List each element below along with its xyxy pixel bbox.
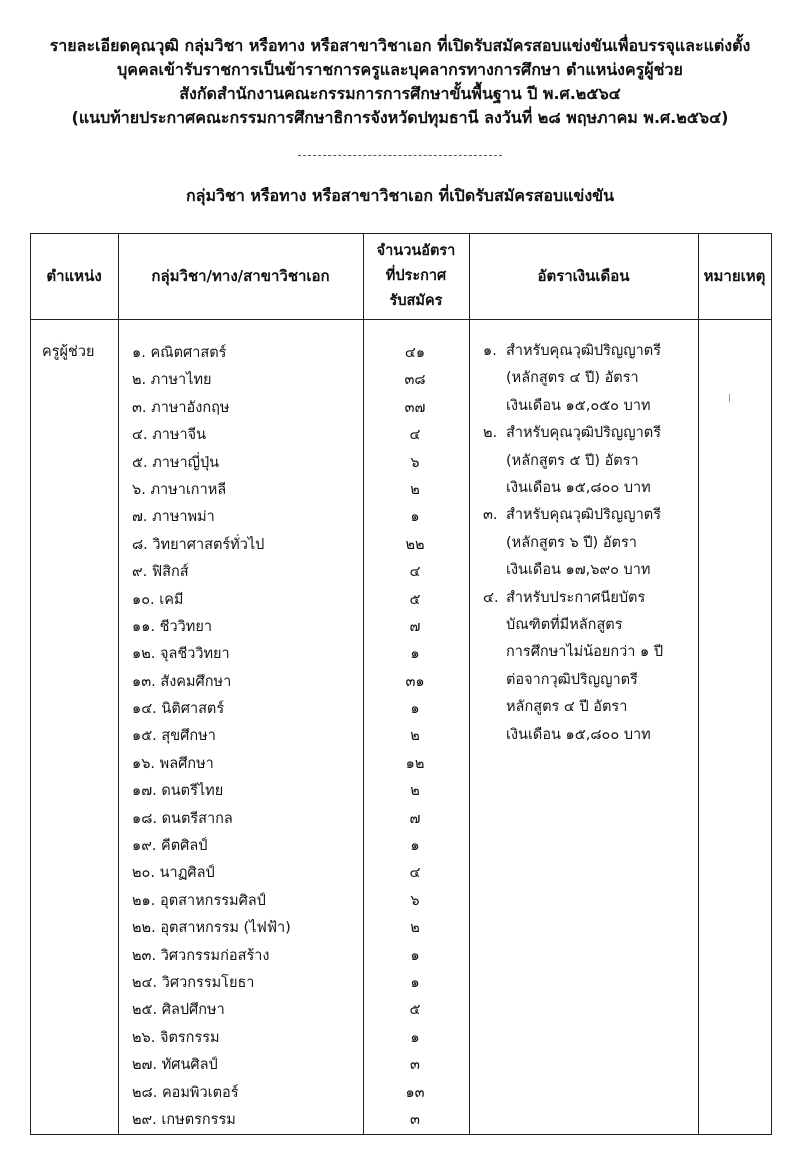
subject-count: ๒ xyxy=(410,783,420,800)
subject-row xyxy=(0,475,800,502)
subject-name xyxy=(132,944,269,967)
subject-number: ๒๕. xyxy=(132,1002,158,1019)
subject-row xyxy=(0,502,800,529)
header-count-line-1: จำนวนอัตรา xyxy=(376,242,456,259)
subject-count: ๓๘ xyxy=(404,372,426,389)
subject-name xyxy=(132,560,189,583)
subject-number: ๑๓. xyxy=(132,673,156,690)
salary-item xyxy=(483,338,663,420)
subject-count: ๒๒ xyxy=(405,536,425,553)
subject-label: เคมี xyxy=(159,591,184,608)
salary-line: หลักสูตร ๔ ปี อัตรา xyxy=(506,699,628,716)
subject-row xyxy=(0,667,800,694)
salary-number: ๒. xyxy=(483,425,498,442)
subject-name xyxy=(132,1081,239,1104)
subject-number: ๒. xyxy=(132,372,147,389)
subject-name xyxy=(132,423,206,446)
subject-name xyxy=(132,1026,220,1049)
salary-line: (หลักสูตร ๖ ปี) อัตรา xyxy=(506,534,637,551)
subject-count: ๗ xyxy=(409,618,421,635)
salary-line: เงินเดือน ๑๕,๘๐๐ บาท xyxy=(506,726,651,743)
salary-line: สำหรับประกาศนียบัตร xyxy=(506,589,646,606)
header-line-2: บุคคลเข้ารับราชการเป็นข้าราชการครูและบุคลากรทางการศึกษา ตำแหน่งครูผู้ช่วย xyxy=(117,60,683,79)
subject-number: ๗. xyxy=(132,509,148,526)
salary-number: ๑. xyxy=(483,343,497,359)
subject-label: จุลชีววิทยา xyxy=(159,646,230,663)
subject-count: ๑ xyxy=(410,509,420,526)
subject-count: ๖ xyxy=(410,892,420,909)
subject-label: ศิลปศึกษา xyxy=(161,1002,225,1019)
subject-row xyxy=(0,393,800,420)
subject-number: ๒๘. xyxy=(132,1084,158,1101)
table-header-separator xyxy=(30,319,772,320)
subject-row xyxy=(0,448,800,475)
salary-item xyxy=(483,585,663,749)
subject-number: ๑๕. xyxy=(132,728,157,745)
subject-count: ๑ xyxy=(410,1029,420,1046)
remark-mark xyxy=(729,394,730,402)
subject-row xyxy=(0,804,800,831)
subject-number: ๒๓. xyxy=(132,947,157,964)
subject-number: ๒๙. xyxy=(132,1111,157,1128)
subject-row xyxy=(0,639,800,666)
subject-number: ๒๑. xyxy=(132,892,156,909)
subject-name xyxy=(132,478,226,501)
subject-count: ๑ xyxy=(410,838,420,855)
subject-row xyxy=(0,612,800,639)
subject-count: ๑๒ xyxy=(405,755,425,772)
subject-row xyxy=(0,913,800,940)
header-salary: อัตราเงินเดือน xyxy=(537,267,630,285)
subject-label: ภาษาอังกฤษ xyxy=(151,399,230,416)
subject-count: ๕ xyxy=(409,591,421,608)
subject-number: ๕. xyxy=(132,454,148,471)
subject-label: พลศึกษา xyxy=(159,755,214,772)
subject-name xyxy=(132,916,291,939)
subject-count: ๓ xyxy=(410,1111,420,1128)
subject-label: ดนตรีสากล xyxy=(161,810,233,827)
subject-count: ๒ xyxy=(410,481,420,498)
subject-label: เกษตรกรรม xyxy=(161,1111,236,1128)
subject-row xyxy=(0,557,800,584)
subject-count: ๑ xyxy=(410,646,420,663)
subject-label: ดนตรีไทย xyxy=(161,783,224,800)
subject-number: ๒๒. xyxy=(132,920,156,937)
dashed-divider xyxy=(298,155,502,156)
subject-row xyxy=(0,749,800,776)
subject-name xyxy=(132,588,184,611)
subject-label: คีตศิลป์ xyxy=(161,838,208,855)
subject-label: สุขศึกษา xyxy=(161,728,216,745)
subject-count: ๓๗ xyxy=(404,399,426,416)
subject-number: ๑๗. xyxy=(132,783,157,800)
subject-row xyxy=(0,1078,800,1105)
subject-name xyxy=(132,533,264,556)
subject-number: ๑๐. xyxy=(132,591,155,608)
subject-label: คอมพิวเตอร์ xyxy=(161,1084,239,1101)
subject-number: ๑๑. xyxy=(132,618,156,635)
subject-number: ๒๔. xyxy=(132,974,158,991)
salary-number: ๓. xyxy=(483,507,498,524)
subject-row xyxy=(0,694,800,721)
subject-label: ฟิสิกส์ xyxy=(151,564,189,581)
subject-label: วิทยาศาสตร์ทั่วไป xyxy=(152,536,265,553)
subject-number: ๑๙. xyxy=(132,838,157,855)
salary-line: สำหรับคุณวุฒิปริญญาตรี xyxy=(506,343,661,359)
subject-number: ๑๔. xyxy=(132,701,157,718)
subject-count: ๗ xyxy=(409,810,421,827)
salary-line: เงินเดือน ๑๕,๐๕๐ บาท xyxy=(506,397,651,414)
header-position: ตำแหน่ง xyxy=(46,267,102,285)
subject-row xyxy=(0,530,800,557)
subject-number: ๒๖. xyxy=(132,1029,156,1046)
subject-count: ๔ xyxy=(409,865,421,882)
subject-name xyxy=(132,998,225,1021)
header-line-1: รายละเอียดคุณวุฒิ กลุ่มวิชา หรือทาง หรือสาขาวิชาเอก ที่เปิดรับสมัครสอบแข่งขันเพื่อบรรจุและแต่งตั้ง xyxy=(49,36,751,55)
subject-label: สังคมศึกษา xyxy=(160,673,232,690)
subject-name xyxy=(132,697,224,720)
subject-count: ๑ xyxy=(410,974,420,991)
subject-row xyxy=(0,585,800,612)
salary-line: (หลักสูตร ๕ ปี) อัตรา xyxy=(506,452,639,469)
subject-row xyxy=(0,420,800,447)
subject-label: วิศวกรรมโยธา xyxy=(161,974,255,991)
salary-item xyxy=(483,420,663,502)
subject-name xyxy=(132,752,214,775)
document-header xyxy=(0,34,800,130)
subject-row xyxy=(0,776,800,803)
subject-row xyxy=(0,365,800,392)
subject-row xyxy=(0,886,800,913)
subject-number: ๒๐. xyxy=(132,865,156,882)
subject-name xyxy=(132,724,216,747)
subject-number: ๑๘. xyxy=(132,810,157,827)
salary-line: การศึกษาไม่น้อยกว่า ๑ ปี xyxy=(506,644,664,661)
subject-label: อุตสาหกรรม (ไฟฟ้า) xyxy=(160,920,291,937)
subject-name xyxy=(132,861,215,884)
subject-label: ภาษาไทย xyxy=(150,372,212,389)
subject-number: ๔. xyxy=(132,427,148,444)
subject-number: ๖. xyxy=(132,481,146,498)
subject-count: ๒ xyxy=(410,728,420,745)
subject-count: ๑ xyxy=(410,947,420,964)
salary-list xyxy=(483,338,663,749)
subject-name xyxy=(132,971,254,994)
subject-name xyxy=(132,834,207,857)
salary-line: เงินเดือน ๑๗,๖๙๐ บาท xyxy=(506,562,651,579)
subject-number: ๙. xyxy=(132,564,148,581)
subject-number: ๑. xyxy=(132,345,146,361)
subject-number: ๒๗. xyxy=(132,1057,158,1074)
header-count xyxy=(363,233,469,319)
subject-label: อุตสาหกรรมศิลป์ xyxy=(159,892,266,909)
header-subject: กลุ่มวิชา/ทาง/สาขาวิชาเอก xyxy=(151,267,330,285)
subject-count: ๖ xyxy=(410,454,420,471)
subject-row xyxy=(0,995,800,1022)
header-count-line-3: รับสมัคร xyxy=(389,292,443,309)
subject-name xyxy=(132,670,231,693)
subject-row xyxy=(0,1023,800,1050)
subject-row xyxy=(0,1050,800,1077)
subject-count: ๔ xyxy=(409,427,421,444)
subject-count: ๓๑ xyxy=(405,673,425,690)
salary-line: สำหรับคุณวุฒิปริญญาตรี xyxy=(506,425,661,442)
subject-row xyxy=(0,338,800,365)
salary-line: ต่อจากวุฒิปริญญาตรี xyxy=(506,671,638,688)
subject-row xyxy=(0,941,800,968)
subject-name xyxy=(132,505,215,528)
subject-label: จิตรกรรม xyxy=(159,1029,220,1046)
subject-name xyxy=(132,779,223,802)
subject-label: ภาษาญี่ปุ่น xyxy=(152,454,220,471)
subject-name xyxy=(132,368,212,391)
salary-number: ๔. xyxy=(483,589,499,606)
subject-name xyxy=(132,341,226,364)
subject-count: ๕ xyxy=(409,1002,421,1019)
subject-count: ๔๑ xyxy=(404,345,426,361)
subject-number: ๑๒. xyxy=(132,646,156,663)
subject-name xyxy=(132,1053,218,1076)
subject-count: ๑ xyxy=(410,701,420,718)
salary-line: (หลักสูตร ๔ ปี) อัตรา xyxy=(506,370,639,387)
subject-label: วิศวกรรมก่อสร้าง xyxy=(160,947,270,964)
header-line-3: สังกัดสำนักงานคณะกรรมการการศึกษาขั้นพื้นฐาน ปี พ.ศ.๒๕๖๔ xyxy=(179,84,621,103)
subject-label: ภาษาพม่า xyxy=(152,509,215,526)
subject-label: ภาษาเกาหลี xyxy=(150,481,227,498)
subject-count: ๒ xyxy=(410,920,420,937)
position-cell: ครูผู้ช่วย xyxy=(42,344,95,360)
salary-item xyxy=(483,502,663,584)
subject-name xyxy=(132,889,266,912)
subject-label: คณิตศาสตร์ xyxy=(150,345,227,361)
subject-name xyxy=(132,1108,236,1131)
table-border-bottom xyxy=(30,1134,772,1135)
subject-label: ภาษาจีน xyxy=(152,427,207,444)
header-remark: หมายเหตุ xyxy=(703,267,766,285)
subject-name xyxy=(132,615,212,638)
subject-label: ทัศนศิลป์ xyxy=(161,1057,218,1074)
salary-line: สำหรับคุณวุฒิปริญญาตรี xyxy=(506,507,661,524)
subject-row xyxy=(0,858,800,885)
subject-number: ๓. xyxy=(132,399,147,416)
header-count-line-2: ที่ประกาศ xyxy=(385,267,447,284)
salary-line: บัณฑิตที่มีหลักสูตร xyxy=(506,617,623,634)
subject-name xyxy=(132,451,219,474)
subject-label: ชีววิทยา xyxy=(159,618,212,635)
subject-row xyxy=(0,968,800,995)
subject-count: ๑๓ xyxy=(405,1084,425,1101)
subject-row xyxy=(0,1105,800,1132)
subject-number: ๘. xyxy=(132,536,148,553)
subject-name xyxy=(132,396,229,419)
section-subtitle: กลุ่มวิชา หรือทาง หรือสาขาวิชาเอก ที่เปิดรับสมัครสอบแข่งขัน xyxy=(185,186,615,205)
subject-name xyxy=(132,642,230,665)
subject-label: นิติศาสตร์ xyxy=(161,701,225,718)
subjects-list xyxy=(0,338,800,1132)
subject-row xyxy=(0,721,800,748)
subject-name xyxy=(132,807,233,830)
subject-count: ๔ xyxy=(409,564,421,581)
salary-line: เงินเดือน ๑๕,๘๐๐ บาท xyxy=(506,480,651,497)
subject-label: นาฏศิลป์ xyxy=(159,865,215,882)
subject-count: ๓ xyxy=(410,1057,420,1074)
header-line-4: (แนบท้ายประกาศคณะกรรมการศึกษาธิการจังหวัดปทุมธานี ลงวันที่ ๒๘ พฤษภาคม พ.ศ.๒๕๖๔) xyxy=(71,108,729,127)
subject-row xyxy=(0,831,800,858)
subject-number: ๑๖. xyxy=(132,755,156,772)
